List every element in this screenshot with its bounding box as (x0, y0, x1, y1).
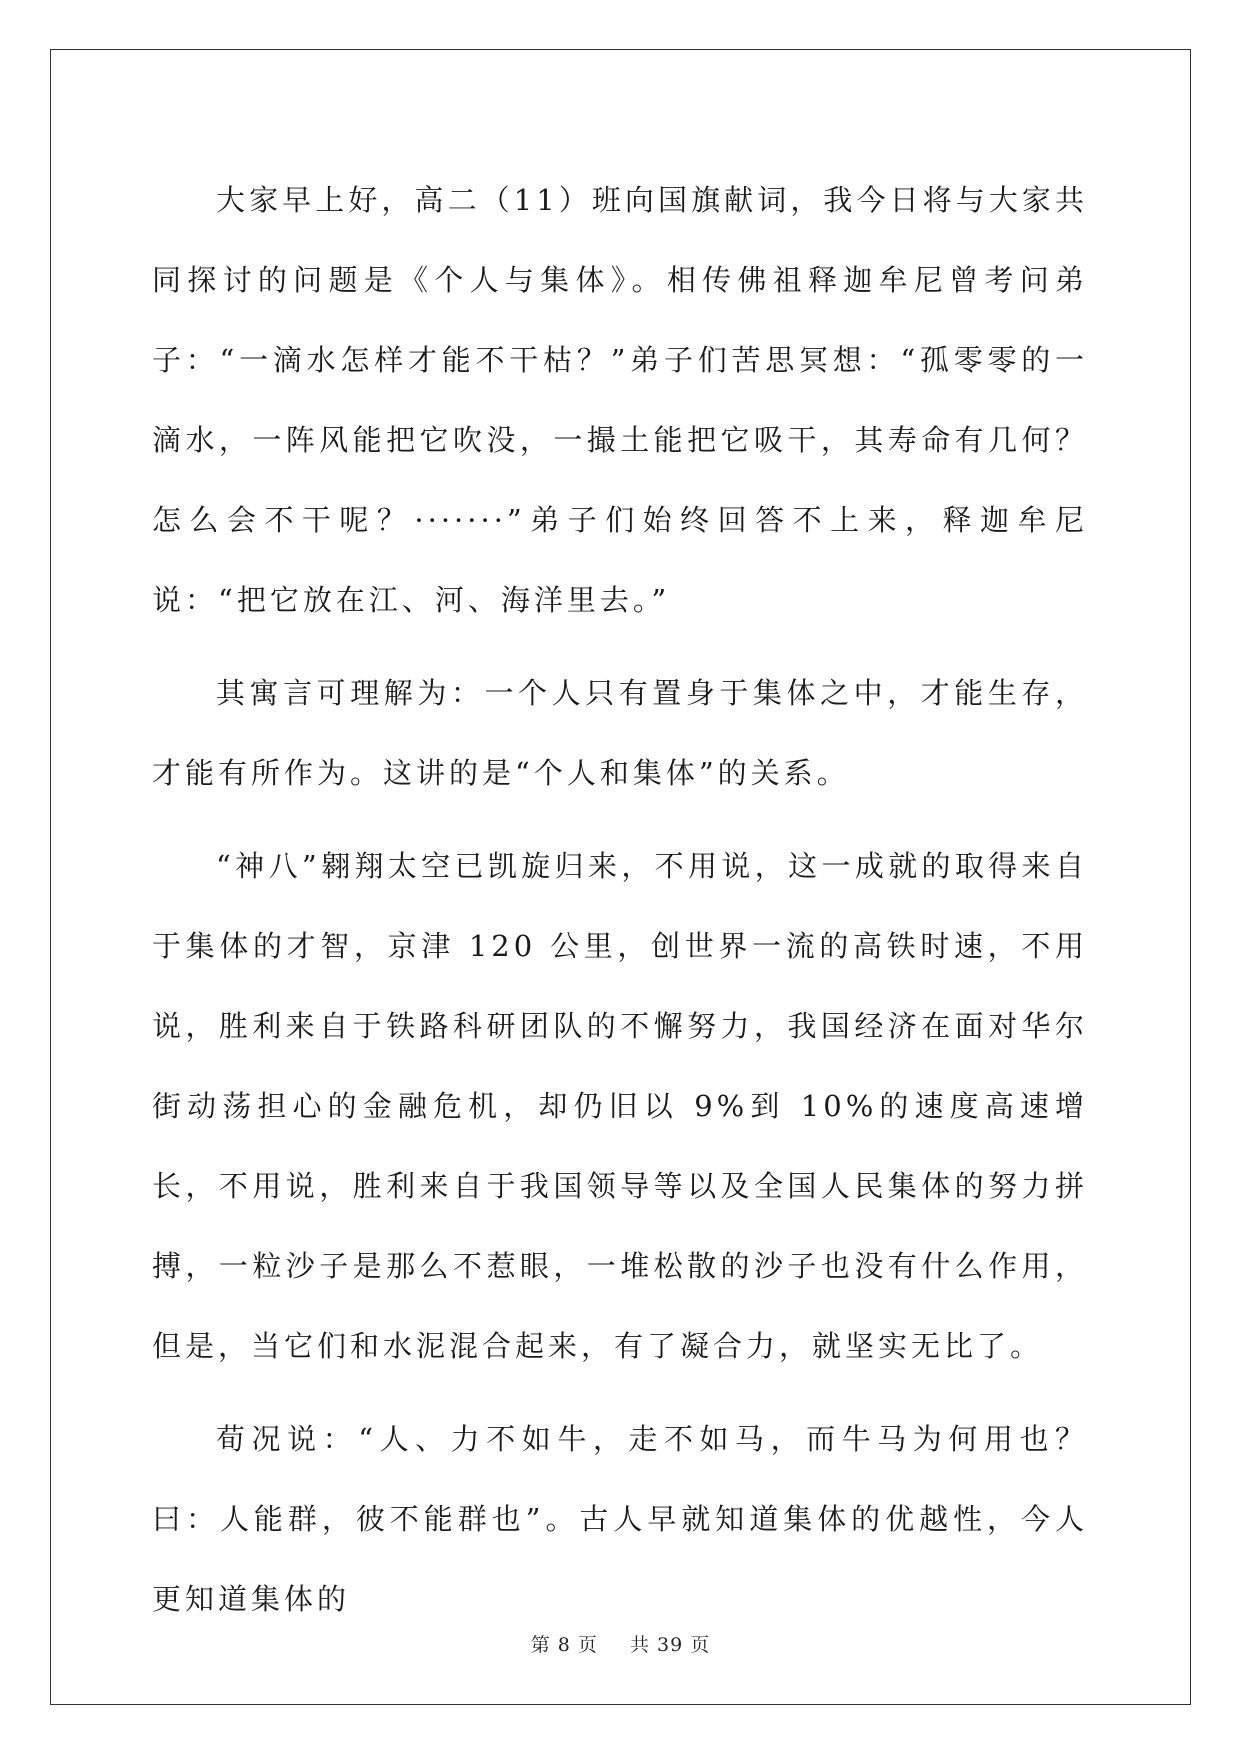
total-pages: 共 39 页 (630, 1634, 711, 1656)
page-number: 第 8 页 (530, 1634, 598, 1656)
paragraph-4: 荀况说：“人、力不如牛，走不如马，而牛马为何用也？曰：人能群，彼不能群也”。古人早就知道集体的优越性，今人更知道集体的 (152, 1422, 1088, 1616)
document-body (152, 160, 1088, 1652)
page-footer (0, 1630, 1241, 1657)
paragraph-1: 大家早上好，高二（11）班向国旗献词，我今日将与大家共同探讨的问题是《个人与集体》。相传佛祖释迦牟尼曾考问弟子：“一滴水怎样才能不干枯？”弟子们苦思冥想：“孤零零的一滴水，一阵风能把它吹没，一撮土能把它吸干，其寿命有几何？怎么会不干呢？·······”弟子们始终回答不上来，释迦牟尼说：“把它放在江、河、海洋里去。” (152, 183, 1088, 617)
paragraph-3: “神八”翱翔太空已凯旋归来，不用说，这一成就的取得来自于集体的才智，京津 120 公里，创世界一流的高铁时速，不用说，胜利来自于铁路科研团队的不懈努力，我国经济在面对华尔街动荡担心的金融危机，却仍旧以 9%到 10%的速度高速增长，不用说，胜利来自于我国领导等以及全国人民集体的努力拼搏，一粒沙子是那么不惹眼，一堆松散的沙子也没有什么作用，但是，当它们和水泥混合起来，有了凝合力，就坚实无比了。 (152, 849, 1088, 1363)
paragraph-2: 其寓言可理解为：一个人只有置身于集体之中，才能生存，才能有所作为。这讲的是“个人和集体”的关系。 (152, 676, 1088, 790)
